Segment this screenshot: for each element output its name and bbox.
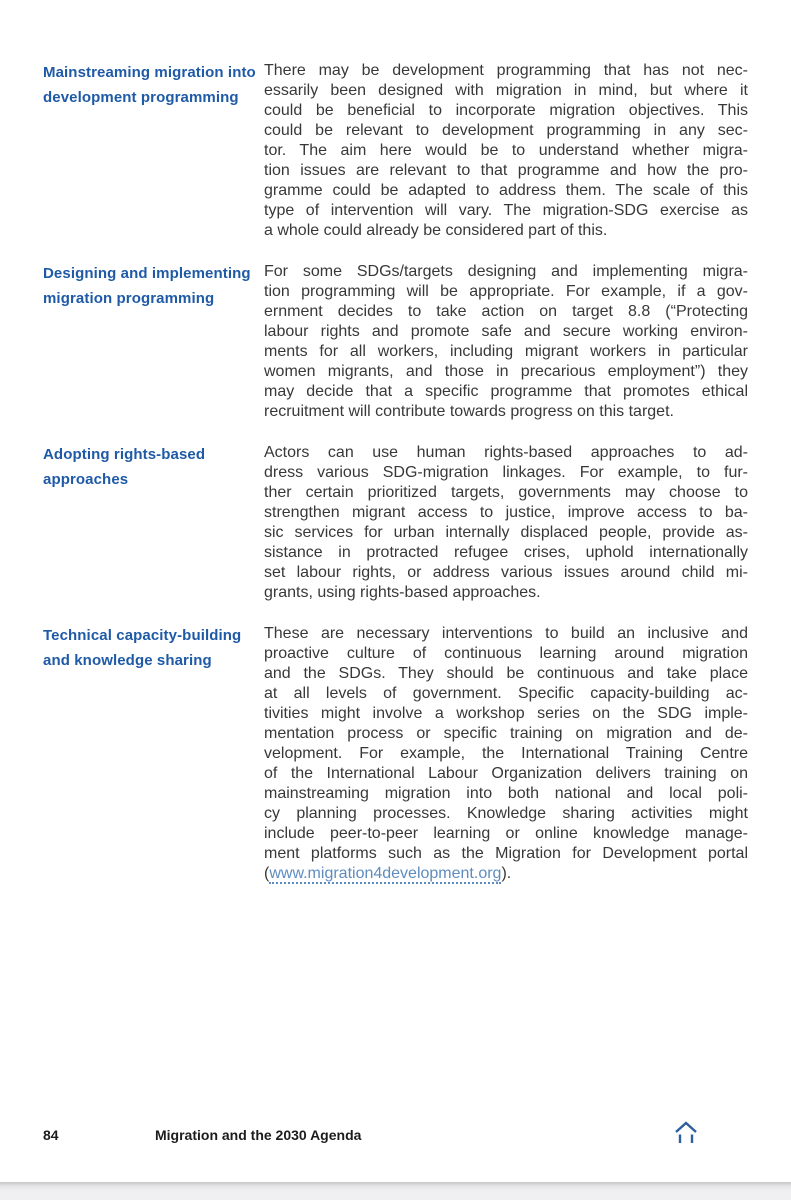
page-footer xyxy=(0,1126,791,1150)
section-body xyxy=(264,443,748,603)
heading-line: approaches xyxy=(43,471,129,488)
body-line: at all levels of government. Specific capacity-building ac- xyxy=(264,685,748,702)
body-line: tor. The aim here would be to understand whether migra- xyxy=(264,142,748,159)
body-line: tion issues are relevant to that programme and how the pro- xyxy=(264,162,748,179)
heading-line: Designing and implementing xyxy=(43,265,251,282)
body-line: could be beneficial to incorporate migration objectives. This xyxy=(264,102,748,119)
body-line: tivities might involve a workshop series on the SDG imple- xyxy=(264,705,748,722)
body-line: of the International Labour Organization delivers training on xyxy=(264,765,748,782)
body-line: Actors can use human rights-based approaches to ad- xyxy=(264,444,748,461)
section-3 xyxy=(43,442,748,603)
body-line: may decide that a specific programme that promotes ethical xyxy=(264,383,748,400)
body-line: and the SDGs. They should be continuous and take place xyxy=(264,665,748,682)
body-line: sistance in protracted refugee crises, uphold internationally xyxy=(264,544,748,561)
body-line: sic services for urban internally displaced people, provide as- xyxy=(264,524,748,541)
body-line: women migrants, and those in precarious employment”) they xyxy=(264,363,748,380)
body-line: set labour rights, or address various issues around child mi- xyxy=(264,564,748,581)
body-line: (www.migration4development.org). xyxy=(264,865,512,882)
body-line: ernment decides to take action on target 8.8 (“Protecting xyxy=(264,303,748,320)
body-line: grants, using rights-based approaches. xyxy=(264,584,541,601)
section-body xyxy=(264,61,748,241)
section-1 xyxy=(43,60,748,241)
body-line: include peer-to-peer learning or online knowledge manage- xyxy=(264,825,748,842)
heading-line: development programming xyxy=(43,89,239,106)
section-heading xyxy=(43,60,264,110)
section-2 xyxy=(43,261,748,422)
body-line: recruitment will contribute towards progress on this target. xyxy=(264,403,674,420)
section-4 xyxy=(43,623,748,884)
body-line: could be relevant to development programming in any sec- xyxy=(264,122,748,139)
home-up-icon[interactable] xyxy=(672,1119,700,1147)
heading-line: Mainstreaming migration into xyxy=(43,64,256,81)
viewer-background-strip xyxy=(0,1182,791,1200)
body-line: These are necessary interventions to build an inclusive and xyxy=(264,625,748,642)
body-line: essarily been designed with migration in mind, but where it xyxy=(264,82,748,99)
body-line: mainstreaming migration into both national and local poli- xyxy=(264,785,748,802)
body-line: For some SDGs/targets designing and implementing migra- xyxy=(264,263,748,280)
body-line: type of intervention will vary. The migration-SDG exercise as xyxy=(264,202,748,219)
body-line: There may be development programming that has not nec- xyxy=(264,62,748,79)
section-heading xyxy=(43,442,264,492)
section-body xyxy=(264,262,748,422)
heading-line: migration programming xyxy=(43,290,215,307)
footer-book-title: Migration and the 2030 Agenda xyxy=(155,1127,362,1143)
footer-page-number: 84 xyxy=(43,1127,59,1143)
migration4development-link[interactable]: www.migration4development.org xyxy=(269,865,502,882)
body-line: proactive culture of continuous learning around migration xyxy=(264,645,748,662)
body-line: tion programming will be appropriate. For example, if a gov- xyxy=(264,283,748,300)
section-list xyxy=(43,60,748,884)
section-heading xyxy=(43,623,264,673)
body-line: ther certain prioritized targets, governments may choose to xyxy=(264,484,748,501)
body-line: gramme could be adapted to address them. The scale of this xyxy=(264,182,748,199)
body-line: ments for all workers, including migrant workers in particular xyxy=(264,343,748,360)
body-line: cy planning processes. Knowledge sharing activities might xyxy=(264,805,748,822)
heading-line: Adopting rights-based xyxy=(43,446,206,463)
body-line: ment platforms such as the Migration for Development portal xyxy=(264,845,748,862)
section-body xyxy=(264,624,748,884)
body-line: dress various SDG-migration linkages. For example, to fur- xyxy=(264,464,748,481)
heading-line: and knowledge sharing xyxy=(43,652,212,669)
body-line: a whole could already be considered part of this. xyxy=(264,222,608,239)
body-line: strengthen migrant access to justice, improve access to ba- xyxy=(264,504,748,521)
section-heading xyxy=(43,261,264,311)
body-line: labour rights and promote safe and secure working environ- xyxy=(264,323,748,340)
heading-line: Technical capacity-building xyxy=(43,627,242,644)
body-line: velopment. For example, the International Training Centre xyxy=(264,745,748,762)
body-line: mentation process or specific training on migration and de- xyxy=(264,725,748,742)
